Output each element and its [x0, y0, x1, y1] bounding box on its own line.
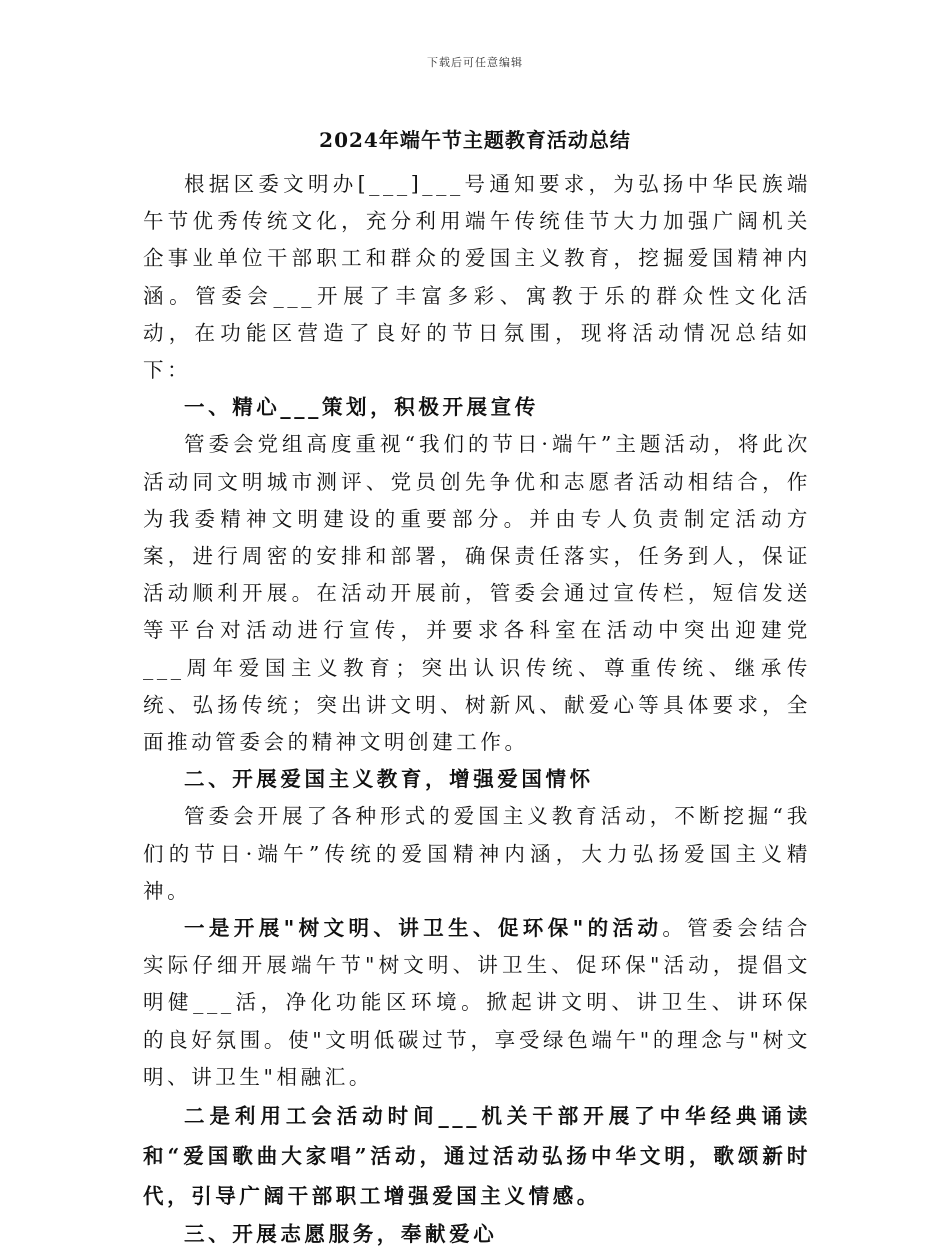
document-body	[143, 166, 811, 1253]
section-heading-3: 三、开展志愿服务，奉献爱心	[184, 1222, 498, 1247]
item-1-lead: 一是开展"树文明、讲卫生、促环保"的活动	[184, 916, 663, 941]
item-1-body: 。管委会结合实际仔细开展端午节"树文明、讲卫生、促环保"活动，提倡文明健___活，净化功能区环境。掀起讲文明、讲卫生、讲环保的良好氛围。使"文明低碳过节，享受绿色端午"的理念与"树文明、讲卫生"相融汇。	[143, 916, 811, 1089]
section-2-paragraph: 管委会开展了各种形式的爱国主义教育活动，不断挖掘“我们的节日·端午”传统的爱国精神内涵，大力弘扬爱国主义精神。	[143, 804, 811, 903]
section-2-item-2: 二是利用工会活动时间___机关干部开展了中华经典诵读和“爱国歌曲大家唱”活动，通过活动弘扬中华文明，歌颂新时代，引导广阔干部职工增强爱国主义情感。	[143, 1104, 811, 1209]
document-title: 2024年端午节主题教育活动总结	[319, 128, 631, 152]
section-heading-2: 二、开展爱国主义教育，增强爱国情怀	[184, 767, 594, 792]
header-note: 下载后可任意编辑	[427, 56, 523, 69]
section-1-paragraph: 管委会党组高度重视“我们的节日·端午”主题活动，将此次活动同文明城市测评、党员创先争优和志愿者活动相结合，作为我委精神文明建设的重要部分。并由专人负责制定活动方案，进行周密的安排和部署，确保责任落实，任务到人，保证活动顺利开展。在活动开展前，管委会通过宣传栏，短信发送等平台对活动进行宣传，并要求各科室在活动中突出迎建党___周年爱国主义教育；突出认识传统、尊重传统、继承传统、弘扬传统；突出讲文明、树新风、献爱心等具体要求，全面推动管委会的精神文明创建工作。	[143, 432, 811, 755]
section-heading-1: 一、精心___策划，积极开展宣传	[184, 395, 539, 420]
section-2-item-1	[143, 910, 811, 1096]
intro-paragraph: 根据区委文明办[___]___号通知要求，为弘扬中华民族端午节优秀传统文化，充分利用端午传统佳节大力加强广阔机关企事业单位干部职工和群众的爱国主义教育，挖掘爱国精神内涵。管委会___开展了丰富多彩、寓教于乐的群众性文化活动，在功能区营造了良好的节日氛围，现将活动情况总结如下：	[143, 172, 811, 383]
